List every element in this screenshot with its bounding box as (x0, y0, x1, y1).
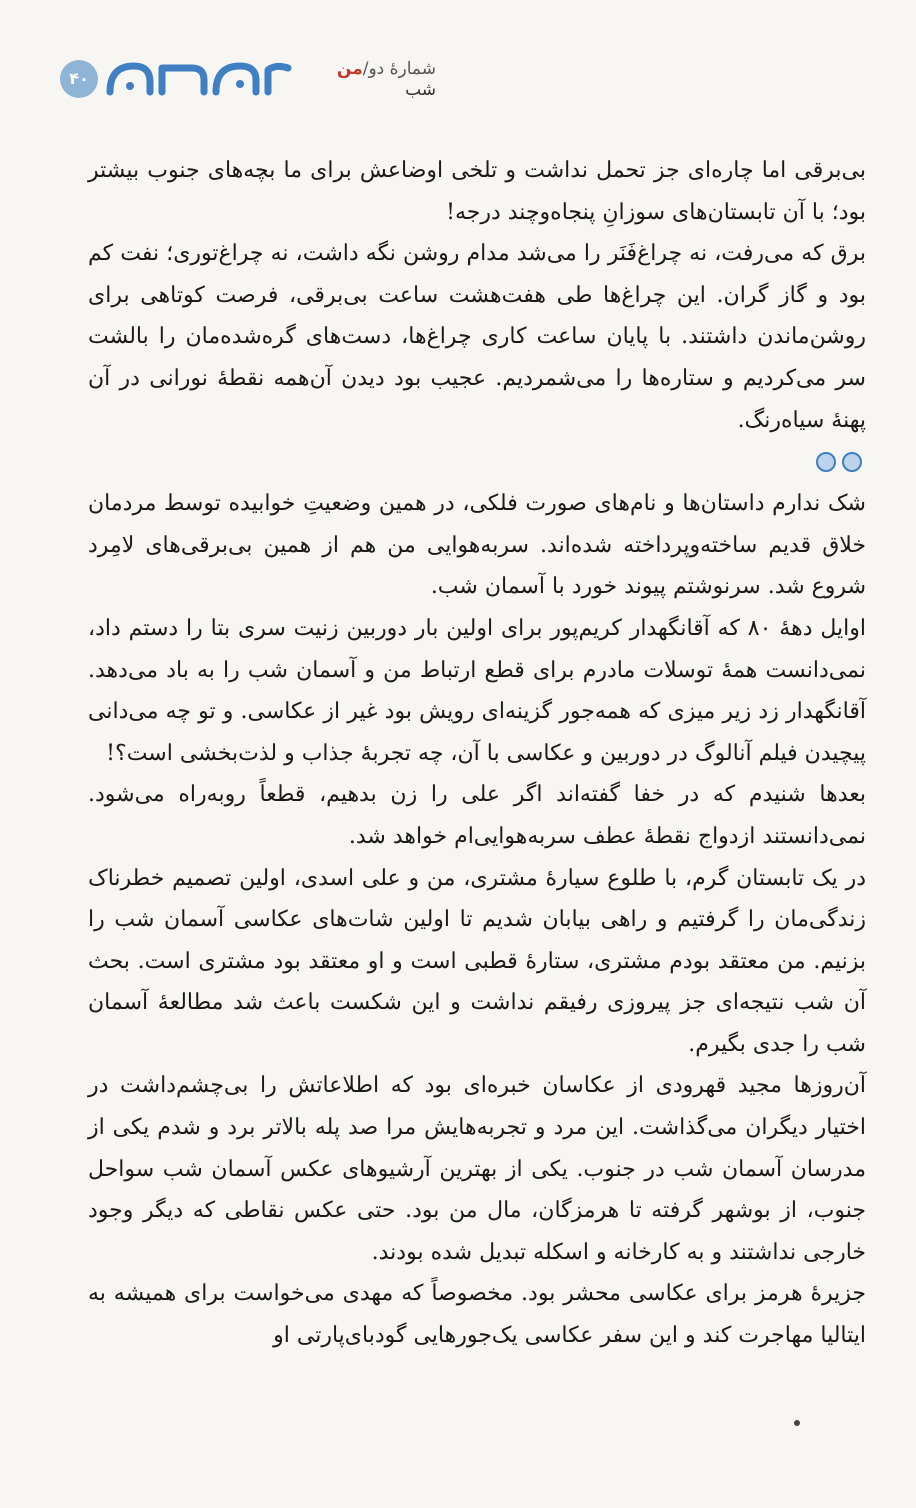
magazine-name: من (336, 59, 363, 79)
page-header (60, 52, 620, 108)
issue-info (306, 58, 436, 104)
section-break-dots-icon (88, 441, 866, 483)
issue-prefix: شمارهٔ دو/ (362, 59, 436, 79)
page-number-badge: ۴۰ (60, 60, 98, 98)
paragraph: شک ندارم داستان‌ها و نام‌های صورت فلکی، در همین وضعیتِ خوابیده توسط مردمان خلاق قدیم ساخته‌وپرداخته شده‌اند. سربه‌هوایی من هم از همین بی‌برقی‌های لامِرد شروع شد. سرنوشتم پیوند خورد با آسمان شب. (88, 491, 866, 600)
paragraph: آن‌روزها مجید قهرودی از عکاسان خبره‌ای بود که اطلاعاتش را بی‌چشم‌داشت در اختیار دیگران می‌گذاشت. این مرد و تجربه‌هایش مرا صد پله بالاتر برد و شدم یکی از مدرسان آسمان شب در جنوب. یکی از بهترین آرشیوهای عکس آسمان شب سواحل جنوب، از بوشهر گرفته تا هرمزگان، مال من بود. حتی عکس نقاطی که دیگر وجود خارجی نداشتند و به کارخانه و اسکله تبدیل شده بودند. (88, 1073, 866, 1265)
article-body (88, 150, 866, 1357)
dot-icon (842, 452, 862, 472)
paragraph: در یک تابستان گرم، با طلوع سیارهٔ مشتری، من و علی اسدی، اولین تصمیم خطرناک زندگی‌مان را گرفتیم و راهی بیابان شدیم تا اولین شات‌های عکاسی آسمان شب را بزنیم. من معتقد بودم مشتری، ستارهٔ قطبی است و او معتقد بود مشتری است. بحث آن شب نتیجه‌ای جز پیروزی رفیقم نداشت و این شکست باعث شد مطالعهٔ آسمان شب را جدی بگیرم. (88, 865, 866, 1057)
dot-icon (816, 452, 836, 472)
paragraph: بعدها شنیدم که در خفا گفته‌اند اگر علی را زن بدهیم، قطعاً روبه‌راه می‌شود. نمی‌دانستند ازدواج نقطهٔ عطف سربه‌هوایی‌ام خواهد شد. (88, 782, 866, 849)
paragraph: برق که می‌رفت، نه چراغ‌فَنَر را می‌شد مدام روشن نگه داشت، نه چراغ‌توری؛ نفت کم بود و گاز گران. این چراغ‌ها طی هفت‌هشت ساعت بی‌برقی، فرصت کوتاهی برای روشن‌ماندن داشتند. با پایان ساعت کاری چراغ‌ها، دست‌های گره‌شده‌مان را بالشت سر می‌کردیم و ستاره‌ها را می‌شمردیم. عجیب بود دیدن آن‌همه نقطهٔ نورانی در آن پهنهٔ سیاه‌رنگ. (88, 241, 866, 433)
paragraph: بی‌برقی اما چاره‌ای جز تحمل نداشت و تلخی اوضاعش برای ما بچه‌های جنوب بیشتر بود؛ با آن تابستان‌های سوزانِ پنجاه‌وچند درجه! (88, 158, 866, 225)
paragraph: اوایل دههٔ ۸۰ که آقانگهدار کریم‌پور برای اولین بار دوربین زنیت سری بتا را دستم داد، نمی‌دانست همهٔ توسلات مادرم برای قطع ارتباط من و آسمان شب را به باد می‌دهد. آقانگهدار زد زیر میزی که همه‌جور گزینه‌ای رویش بود غیر از عکاسی. و تو چه می‌دانی پیچیدن فیلم آنالوگ در دوربین و عکاسی با آن، چه تجربهٔ جذاب و لذت‌بخشی است؟! (88, 615, 866, 766)
paragraph: جزیرهٔ هرمز برای عکاسی محشر بود. مخصوصاً که مهدی می‌خواست برای همیشه به ایتالیا مهاجرت کند و این سفر عکاسی یک‌جورهایی گودبای‌پارتی او (88, 1281, 866, 1349)
issue-line (306, 58, 436, 80)
page-dot-mark (794, 1420, 800, 1426)
magazine-logo-icon (100, 54, 300, 104)
section-name: شب (405, 80, 436, 100)
